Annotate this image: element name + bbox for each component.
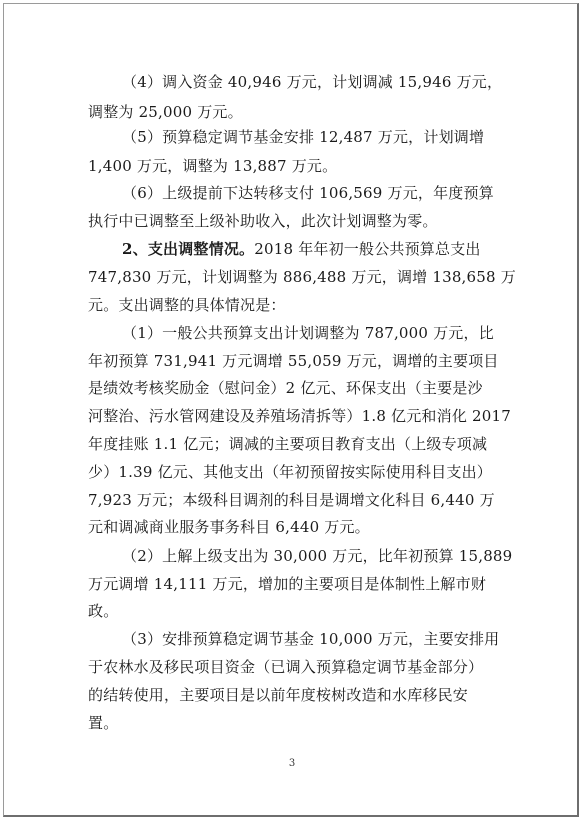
text-line: 7,923 万元；本级科目调剂的科目是调增文化科目 6,440 万	[88, 491, 495, 509]
text-line: 年度挂账 1.1 亿元；调减的主要项目教育支出（上级专项减	[88, 435, 488, 453]
text-line: （6）上级提前下达转移支付 106,569 万元，年度预算	[122, 184, 494, 202]
text-line: 政。	[88, 602, 119, 620]
text-line: 年初预算 731,941 万元调增 55,059 万元，调增的主要项目	[88, 352, 499, 370]
text-line: （1）一般公共预算支出计划调整为 787,000 万元，比	[122, 324, 494, 342]
text-line: （4）调入资金 40,946 万元，计划调减 15,946 万元，	[122, 73, 503, 91]
text-line: 的结转使用，主要项目是以前年度桉树改造和水库移民安	[88, 686, 469, 704]
text-line: 万元调增 14,111 万元，增加的主要项目是体制性上解市财	[88, 575, 487, 593]
text-line: 少）1.39 亿元、其他支出（年初预留按实际使用科目支出）	[88, 463, 492, 481]
text-line: （2）上解上级支出为 30,000 万元，比年初预算 15,889	[122, 547, 513, 565]
text-line: 河整治、污水管网建设及养殖场清拆等）1.8 亿元和消化 2017	[88, 407, 511, 425]
section-heading: 2、支出调整情况。	[122, 240, 255, 258]
text-line: 是绩效考核奖励金（慰问金）2 亿元、环保支出（主要是沙	[88, 379, 483, 397]
text-line: 调整为 25,000 万元。	[88, 103, 243, 121]
text-line: 元。支出调整的具体情况是：	[88, 296, 286, 314]
text-line: （3）安排预算稳定调节基金 10,000 万元，主要安排用	[122, 630, 500, 648]
section-heading-text: 2018 年年初一般公共预算总支出	[254, 240, 481, 258]
text-line: 执行中已调整至上级补助收入，此次计划调整为零。	[88, 212, 438, 230]
section-heading-line	[122, 240, 481, 258]
text-line: 于农林水及移民项目资金（已调入预算稳定调节基金部分）	[88, 658, 484, 676]
text-line: 747,830 万元，计划调整为 886,488 万元，调增 138,658 万	[88, 268, 516, 286]
text-line: 元和调减商业服务事务科目 6,440 万元。	[88, 518, 370, 536]
page-number: 3	[288, 758, 296, 769]
text-line: 1,400 万元，调整为 13,887 万元。	[88, 157, 338, 175]
text-line: （5）预算稳定调节基金安排 12,487 万元，计划调增	[122, 128, 485, 146]
text-line: 置。	[88, 714, 119, 732]
